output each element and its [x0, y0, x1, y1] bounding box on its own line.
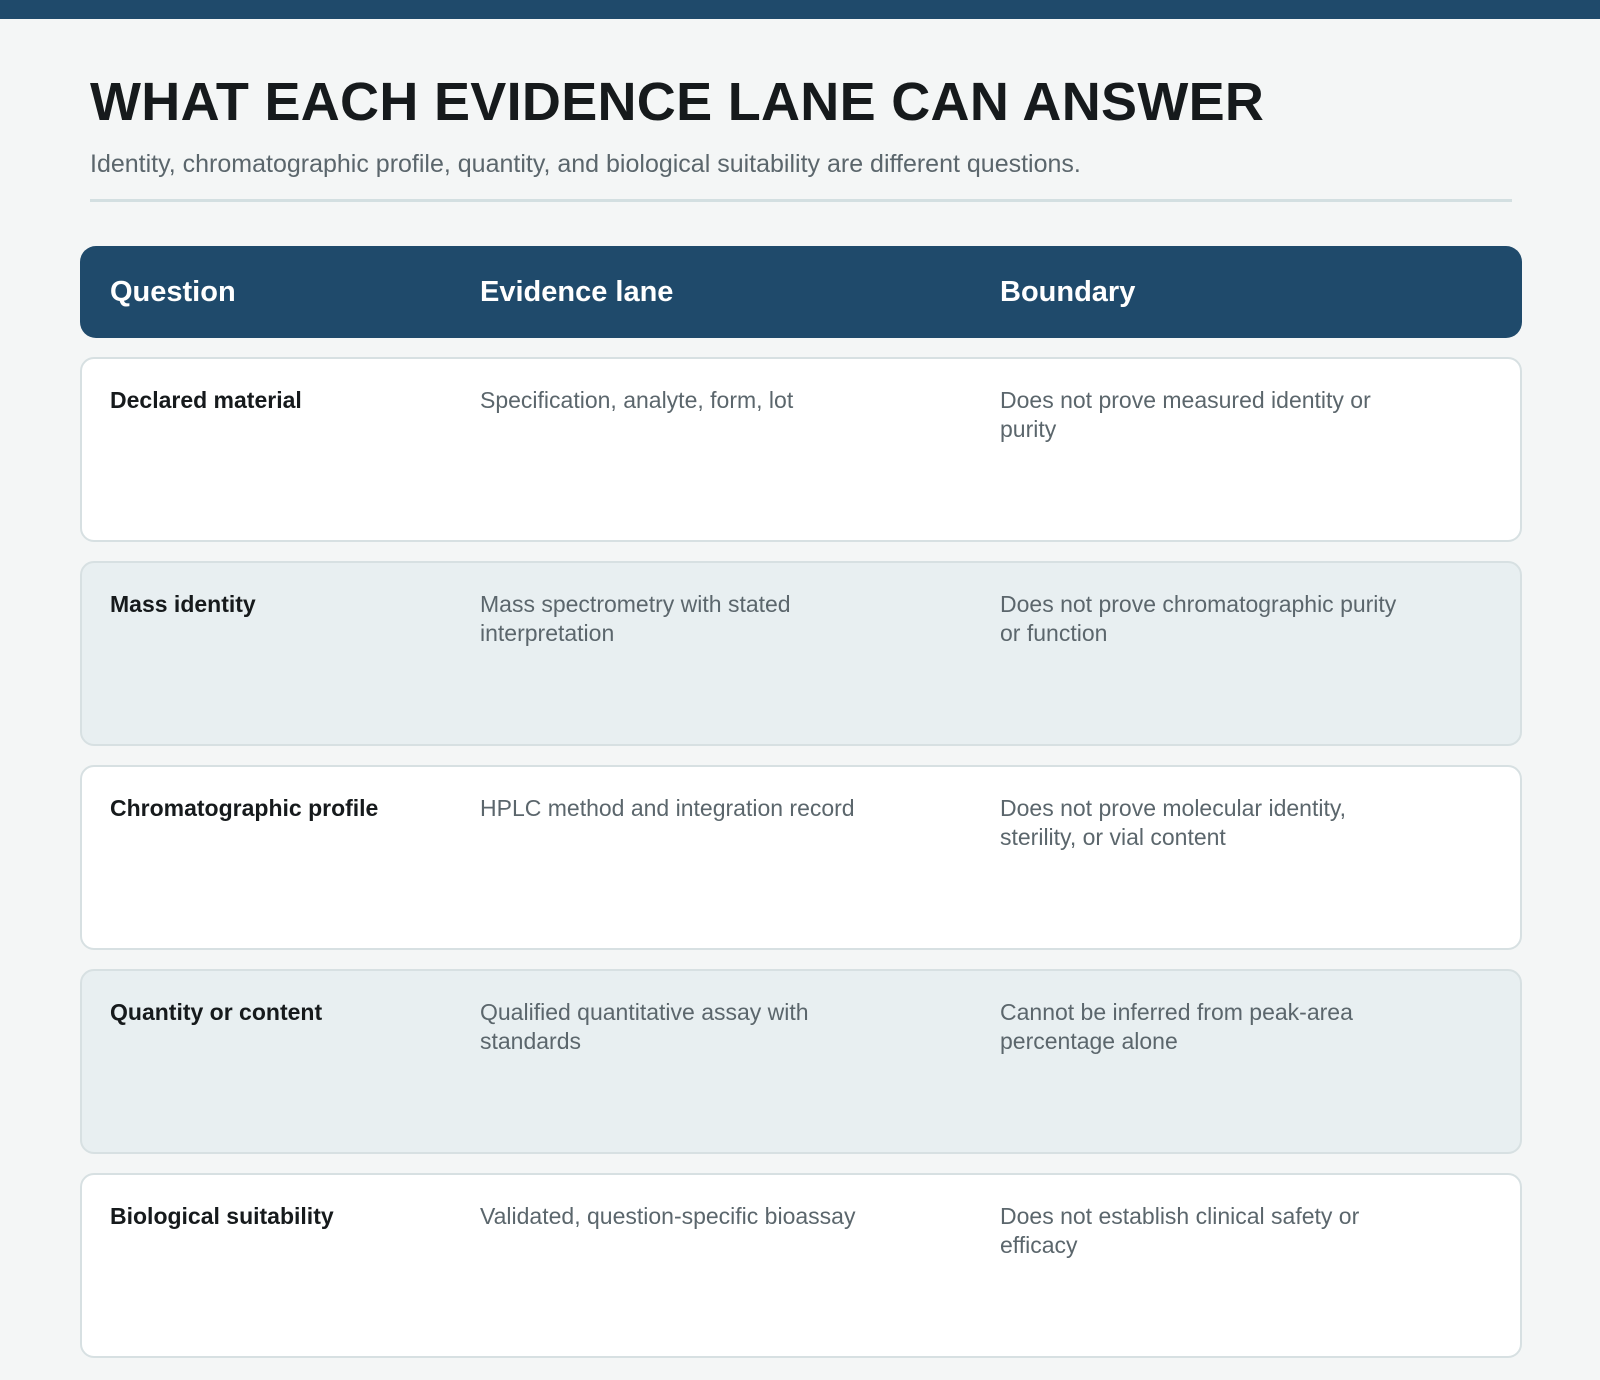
- boundary-cell: Does not establish clinical safety or efficacy: [1000, 1203, 1360, 1258]
- table-row: [80, 969, 1522, 1154]
- page-title: WHAT EACH EVIDENCE LANE CAN ANSWER: [90, 72, 1265, 132]
- title-divider: [90, 199, 1512, 202]
- question-cell: Chromatographic profile: [110, 795, 379, 821]
- table-row: [80, 357, 1522, 542]
- boundary-cell: Does not prove chromatographic purity or function: [1000, 591, 1397, 646]
- table-row: [80, 1173, 1522, 1358]
- boundary-cell: Does not prove molecular identity, sterility, or vial content: [1000, 795, 1347, 850]
- question-cell: Mass identity: [110, 591, 256, 617]
- boundary-cell: Does not prove measured identity or purity: [1000, 387, 1371, 442]
- header-boundary: Boundary: [1000, 276, 1136, 308]
- question-cell: Declared material: [110, 387, 302, 413]
- evidence-lane-cell: Mass spectrometry with stated interpretation: [480, 591, 791, 646]
- header-evidence-lane: Evidence lane: [480, 276, 674, 308]
- evidence-lane-cell: Validated, question-specific bioassay: [480, 1203, 856, 1229]
- header-question: Question: [110, 276, 236, 308]
- evidence-lane-cell: Specification, analyte, form, lot: [480, 387, 794, 413]
- question-cell: Quantity or content: [110, 999, 323, 1025]
- table-row: [80, 561, 1522, 746]
- evidence-table: [80, 246, 1522, 1358]
- evidence-lane-cell: HPLC method and integration record: [480, 795, 855, 821]
- page-subtitle: Identity, chromatographic profile, quantity, and biological suitability are different questions.: [90, 150, 1081, 178]
- top-accent-bar: [0, 0, 1600, 19]
- evidence-lane-cell: Qualified quantitative assay with standards: [480, 999, 809, 1054]
- question-cell: Biological suitability: [110, 1203, 334, 1229]
- table-header: [80, 246, 1522, 338]
- boundary-cell: Cannot be inferred from peak-area percentage alone: [1000, 999, 1353, 1054]
- table-row: [80, 765, 1522, 950]
